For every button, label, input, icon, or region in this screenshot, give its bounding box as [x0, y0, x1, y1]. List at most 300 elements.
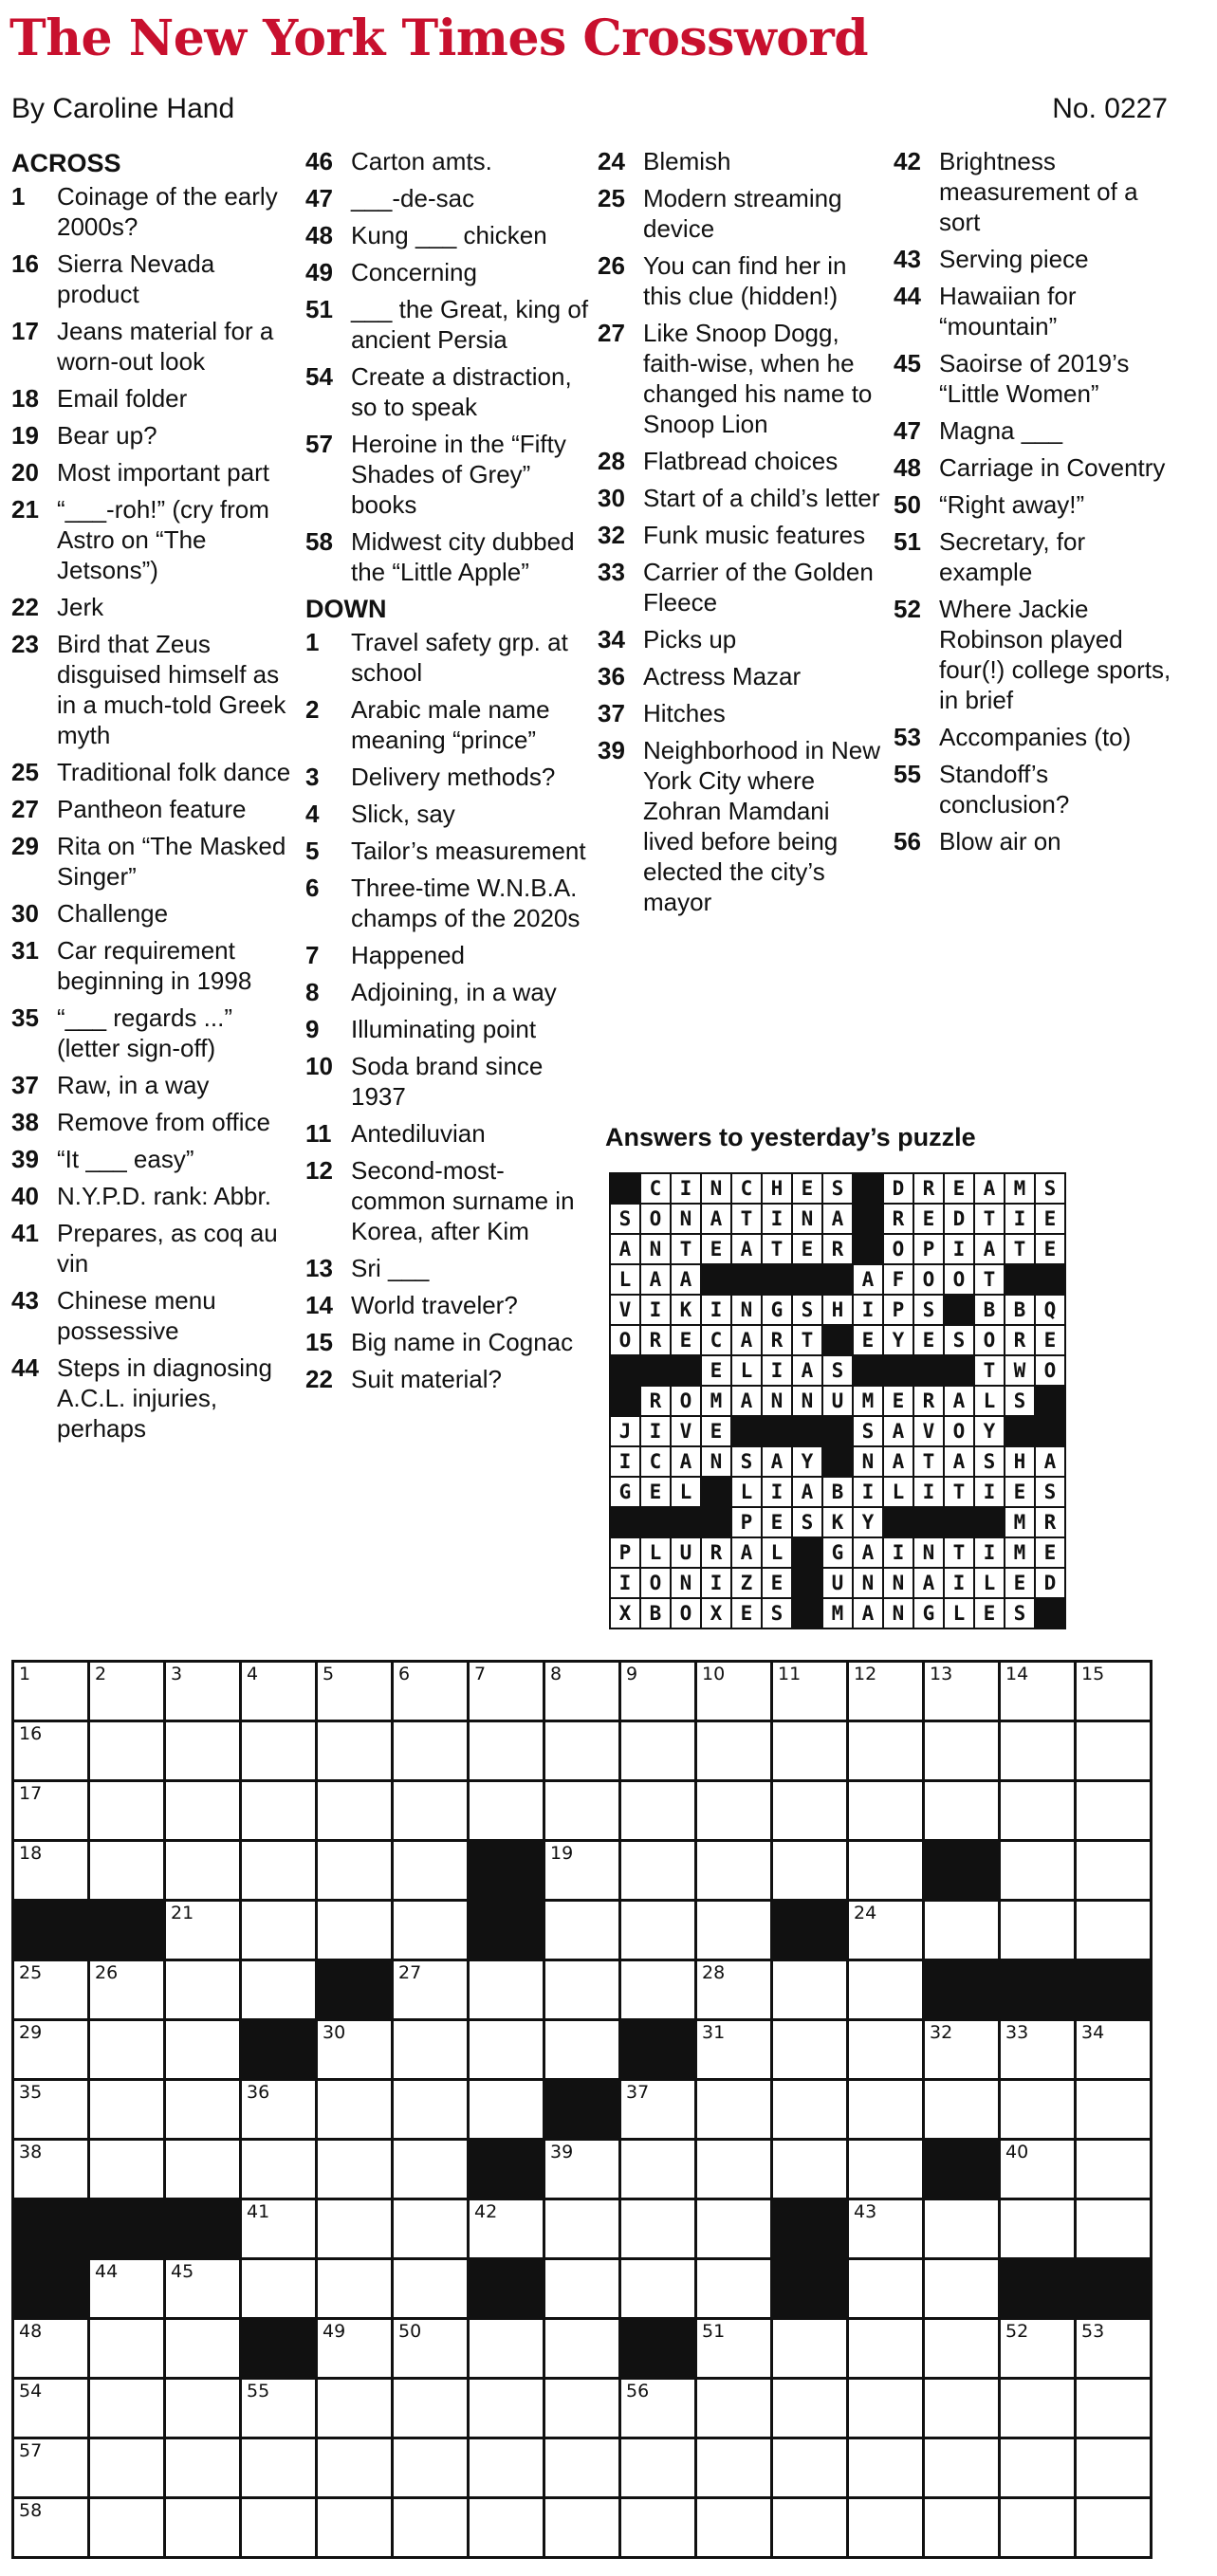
grid-cell[interactable]	[773, 1722, 849, 1782]
grid-cell[interactable]	[166, 2499, 242, 2559]
grid-cell[interactable]	[90, 2081, 166, 2141]
clue-text: Midwest city dubbed the “Little Apple”	[351, 527, 575, 586]
grid-cell[interactable]	[90, 1842, 166, 1902]
answer-letter: E	[793, 1174, 823, 1205]
answer-letter: E	[914, 1205, 945, 1235]
grid-cell[interactable]	[545, 2439, 621, 2499]
clue-number: 4	[305, 800, 320, 828]
grid-cell[interactable]	[318, 2380, 394, 2439]
cell-number: 19	[550, 1843, 574, 1864]
grid-cell[interactable]	[166, 2260, 242, 2320]
grid-cell[interactable]	[925, 2200, 1001, 2260]
answer-black-square	[641, 1356, 672, 1387]
grid-cell[interactable]	[697, 1722, 773, 1782]
grid-cell[interactable]	[621, 2380, 697, 2439]
grid-cell[interactable]	[394, 2260, 470, 2320]
clue-number: 41	[11, 1219, 39, 1247]
grid-cell[interactable]	[849, 2200, 925, 2260]
grid-cell[interactable]	[470, 1961, 545, 2021]
grid-cell[interactable]	[14, 1842, 90, 1902]
grid-cell[interactable]	[1001, 1842, 1077, 1902]
grid-cell[interactable]	[925, 1663, 1001, 1722]
grid-cell[interactable]	[14, 1722, 90, 1782]
grid-cell[interactable]	[697, 1782, 773, 1842]
grid-cell[interactable]	[242, 1663, 318, 1722]
grid-cell[interactable]	[166, 1842, 242, 1902]
answer-letter: C	[702, 1326, 732, 1356]
grid-cell[interactable]	[773, 2320, 849, 2380]
grid-cell[interactable]	[242, 1722, 318, 1782]
grid-cell[interactable]	[1077, 1722, 1152, 1782]
grid-cell[interactable]	[14, 2380, 90, 2439]
grid-cell[interactable]	[1077, 1663, 1152, 1722]
clue-text: Carton amts.	[351, 147, 492, 175]
clue-number: 49	[305, 258, 333, 286]
grid-cell[interactable]	[242, 2200, 318, 2260]
grid-cell[interactable]	[1001, 2499, 1077, 2559]
answer-letter: K	[823, 1508, 854, 1538]
grid-cell[interactable]	[773, 2499, 849, 2559]
grid-cell[interactable]	[394, 1961, 470, 2021]
answer-letter: Q	[1036, 1296, 1066, 1326]
grid-cell[interactable]	[1001, 2380, 1077, 2439]
grid-cell[interactable]	[925, 1722, 1001, 1782]
grid-cell[interactable]	[849, 2320, 925, 2380]
clue-number: 38	[11, 1108, 39, 1136]
grid-cell[interactable]	[925, 2439, 1001, 2499]
grid-cell[interactable]	[621, 1722, 697, 1782]
grid-cell[interactable]	[925, 2260, 1001, 2320]
grid-cell[interactable]	[1077, 2499, 1152, 2559]
cell-number: 55	[247, 2381, 270, 2401]
grid-cell[interactable]	[470, 2200, 545, 2260]
grid-cell[interactable]	[1001, 2320, 1077, 2380]
grid-cell[interactable]	[242, 1842, 318, 1902]
grid-cell[interactable]	[14, 2439, 90, 2499]
answer-letter: T	[945, 1478, 975, 1508]
grid-cell[interactable]	[925, 2499, 1001, 2559]
grid-cell[interactable]	[470, 2439, 545, 2499]
answer-black-square	[1036, 1417, 1066, 1447]
answer-letter: L	[672, 1478, 702, 1508]
grid-cell[interactable]	[545, 2499, 621, 2559]
answer-letter: A	[672, 1447, 702, 1478]
grid-cell[interactable]	[545, 2320, 621, 2380]
grid-cell[interactable]	[90, 2499, 166, 2559]
grid-cell[interactable]	[166, 2320, 242, 2380]
clue-item	[894, 826, 1183, 856]
clue-item	[305, 429, 595, 520]
grid-cell[interactable]	[773, 2141, 849, 2200]
grid-cell[interactable]	[1077, 2200, 1152, 2260]
grid-cell[interactable]	[849, 1722, 925, 1782]
grid-cell[interactable]	[697, 1842, 773, 1902]
cell-number: 17	[19, 1783, 43, 1804]
answer-letter: P	[611, 1538, 641, 1569]
answer-black-square	[732, 1265, 763, 1296]
clue-text: Saoirse of 2019’s “Little Women”	[939, 349, 1130, 408]
grid-cell[interactable]	[925, 2380, 1001, 2439]
clue-text: Coinage of the early 2000s?	[57, 182, 278, 241]
grid-cell[interactable]	[697, 2021, 773, 2081]
grid-cell[interactable]	[1077, 1782, 1152, 1842]
grid-cell[interactable]	[849, 1961, 925, 2021]
grid-cell[interactable]	[1077, 2021, 1152, 2081]
grid-cell[interactable]	[697, 2320, 773, 2380]
grid-cell[interactable]	[925, 2320, 1001, 2380]
grid-cell[interactable]	[90, 1663, 166, 1722]
grid-cell[interactable]	[621, 2200, 697, 2260]
answer-black-square	[1005, 1265, 1036, 1296]
grid-cell[interactable]	[470, 2499, 545, 2559]
answer-black-square	[641, 1508, 672, 1538]
answer-letter: A	[732, 1538, 763, 1569]
grid-cell[interactable]	[14, 2141, 90, 2200]
black-square	[1077, 1961, 1152, 2021]
answer-letter: I	[641, 1296, 672, 1326]
clue-item	[894, 415, 1183, 446]
grid-cell[interactable]	[318, 2260, 394, 2320]
grid-cell[interactable]	[318, 1722, 394, 1782]
grid-cell[interactable]	[90, 2439, 166, 2499]
cell-number: 26	[95, 1962, 119, 1983]
grid-cell[interactable]	[697, 2499, 773, 2559]
grid-cell[interactable]	[773, 2081, 849, 2141]
grid-cell[interactable]	[1077, 1902, 1152, 1961]
grid-cell[interactable]	[242, 2439, 318, 2499]
grid-cell[interactable]	[242, 1961, 318, 2021]
cell-number: 13	[930, 1664, 953, 1684]
page-title: The New York Times Crossword	[9, 9, 869, 67]
grid-cell[interactable]	[697, 1961, 773, 2021]
grid-cell[interactable]	[470, 1722, 545, 1782]
grid-cell[interactable]	[394, 1842, 470, 1902]
clue-text: Actress Mazar	[643, 662, 802, 690]
answer-letter: P	[732, 1508, 763, 1538]
grid-cell[interactable]	[90, 2021, 166, 2081]
grid-cell[interactable]	[90, 2260, 166, 2320]
grid-cell[interactable]	[621, 1663, 697, 1722]
grid-cell[interactable]	[621, 2141, 697, 2200]
grid-cell[interactable]	[849, 2081, 925, 2141]
grid-cell[interactable]	[849, 2021, 925, 2081]
clue-text: Concerning	[351, 258, 477, 286]
clue-item	[598, 483, 887, 513]
clue-number: 22	[305, 1365, 333, 1393]
answer-letter: S	[732, 1447, 763, 1478]
grid-cell[interactable]	[166, 2439, 242, 2499]
byline: By Caroline Hand	[11, 93, 235, 124]
grid-cell[interactable]	[394, 1902, 470, 1961]
answer-letter: L	[975, 1387, 1005, 1417]
grid-cell[interactable]	[545, 2141, 621, 2200]
answer-letter: I	[854, 1296, 884, 1326]
grid-cell[interactable]	[1077, 2380, 1152, 2439]
clue-number: 12	[305, 1156, 333, 1185]
answer-letter: M	[1005, 1174, 1036, 1205]
crossword-grid	[11, 1660, 1152, 2559]
grid-cell[interactable]	[849, 1663, 925, 1722]
grid-cell[interactable]	[849, 2380, 925, 2439]
clue-text: Second-most-common surname in Korea, after Kim	[351, 1156, 575, 1245]
grid-cell[interactable]	[1001, 1663, 1077, 1722]
grid-cell[interactable]	[242, 2141, 318, 2200]
clue-number: 43	[11, 1286, 39, 1315]
grid-cell[interactable]	[90, 2141, 166, 2200]
grid-cell[interactable]	[470, 2081, 545, 2141]
clue-item	[305, 977, 595, 1007]
grid-cell[interactable]	[849, 1902, 925, 1961]
grid-cell[interactable]	[90, 2380, 166, 2439]
grid-cell[interactable]	[849, 2439, 925, 2499]
grid-cell[interactable]	[621, 1902, 697, 1961]
grid-cell[interactable]	[166, 1663, 242, 1722]
grid-cell[interactable]	[697, 2141, 773, 2200]
grid-cell[interactable]	[621, 2081, 697, 2141]
answer-letter: L	[611, 1265, 641, 1296]
grid-cell[interactable]	[621, 2499, 697, 2559]
grid-cell[interactable]	[318, 2320, 394, 2380]
grid-cell[interactable]	[470, 1782, 545, 1842]
grid-cell[interactable]	[1077, 1842, 1152, 1902]
clue-number: 37	[598, 699, 625, 727]
answer-letter: P	[914, 1235, 945, 1265]
grid-cell[interactable]	[697, 2260, 773, 2320]
grid-cell[interactable]	[14, 1782, 90, 1842]
grid-cell[interactable]	[1001, 1902, 1077, 1961]
cell-number: 54	[19, 2381, 43, 2401]
grid-cell[interactable]	[14, 1663, 90, 1722]
grid-cell[interactable]	[14, 1961, 90, 2021]
grid-cell[interactable]	[166, 1782, 242, 1842]
grid-cell[interactable]	[697, 2200, 773, 2260]
grid-cell[interactable]	[849, 2260, 925, 2320]
clue-text: Kung ___ chicken	[351, 221, 547, 249]
grid-cell[interactable]	[318, 2200, 394, 2260]
grid-cell[interactable]	[90, 2320, 166, 2380]
clue-item	[305, 627, 595, 688]
grid-cell[interactable]	[1077, 2320, 1152, 2380]
grid-cell[interactable]	[242, 2260, 318, 2320]
grid-cell[interactable]	[773, 1663, 849, 1722]
black-square	[773, 2260, 849, 2320]
grid-cell[interactable]	[773, 1782, 849, 1842]
cell-number: 57	[19, 2440, 43, 2461]
grid-cell[interactable]	[545, 1961, 621, 2021]
grid-cell[interactable]	[318, 2081, 394, 2141]
grid-cell[interactable]	[849, 2141, 925, 2200]
grid-cell[interactable]	[925, 2081, 1001, 2141]
grid-cell[interactable]	[242, 2081, 318, 2141]
grid-cell[interactable]	[621, 1782, 697, 1842]
grid-cell[interactable]	[394, 2021, 470, 2081]
grid-cell[interactable]	[318, 1902, 394, 1961]
grid-cell[interactable]	[925, 2021, 1001, 2081]
grid-cell[interactable]	[318, 2141, 394, 2200]
grid-cell[interactable]	[545, 2021, 621, 2081]
grid-cell[interactable]	[14, 2320, 90, 2380]
grid-cell[interactable]	[621, 1842, 697, 1902]
cell-number: 15	[1081, 1664, 1105, 1684]
grid-cell[interactable]	[242, 2499, 318, 2559]
clue-text: Jerk	[57, 593, 104, 621]
grid-cell[interactable]	[394, 2320, 470, 2380]
grid-cell[interactable]	[394, 2141, 470, 2200]
grid-cell[interactable]	[14, 2021, 90, 2081]
grid-cell[interactable]	[318, 1782, 394, 1842]
grid-cell[interactable]	[545, 2380, 621, 2439]
grid-cell[interactable]	[621, 1961, 697, 2021]
clue-text: “___ regards ...” (letter sign-off)	[57, 1003, 232, 1062]
grid-cell[interactable]	[242, 1902, 318, 1961]
grid-cell[interactable]	[166, 2380, 242, 2439]
answer-black-square	[914, 1356, 945, 1387]
answer-letter: L	[763, 1538, 793, 1569]
grid-cell[interactable]	[1001, 2081, 1077, 2141]
grid-cell[interactable]	[773, 1842, 849, 1902]
answer-black-square	[732, 1417, 763, 1447]
black-square	[1001, 2260, 1077, 2320]
answer-letter: T	[945, 1538, 975, 1569]
grid-cell[interactable]	[14, 2081, 90, 2141]
grid-cell[interactable]	[545, 1842, 621, 1902]
grid-cell[interactable]	[166, 1961, 242, 2021]
grid-cell[interactable]	[242, 2380, 318, 2439]
clue-item	[894, 722, 1183, 752]
grid-cell[interactable]	[545, 2200, 621, 2260]
grid-cell[interactable]	[166, 2081, 242, 2141]
grid-cell[interactable]	[166, 1722, 242, 1782]
grid-cell[interactable]	[697, 2081, 773, 2141]
clue-text: Jeans material for a worn-out look	[57, 317, 274, 376]
grid-cell[interactable]	[1001, 2021, 1077, 2081]
clue-column-3	[598, 146, 887, 924]
grid-cell[interactable]	[394, 1663, 470, 1722]
grid-cell[interactable]	[90, 1722, 166, 1782]
answer-letter: N	[884, 1599, 914, 1629]
answer-letter: A	[732, 1326, 763, 1356]
black-square	[470, 1902, 545, 1961]
grid-cell[interactable]	[773, 2380, 849, 2439]
answer-letter: N	[763, 1387, 793, 1417]
grid-cell[interactable]	[1077, 2081, 1152, 2141]
answer-letter: A	[975, 1235, 1005, 1265]
grid-cell[interactable]	[773, 1961, 849, 2021]
grid-cell[interactable]	[1077, 2141, 1152, 2200]
grid-cell[interactable]	[545, 1902, 621, 1961]
clue-item	[11, 935, 301, 996]
answer-letter: T	[763, 1235, 793, 1265]
answer-letter: O	[945, 1417, 975, 1447]
grid-cell[interactable]	[318, 1842, 394, 1902]
grid-cell[interactable]	[1001, 2141, 1077, 2200]
answer-letter: A	[793, 1478, 823, 1508]
answer-letter: O	[641, 1205, 672, 1235]
grid-cell[interactable]	[697, 1663, 773, 1722]
grid-cell[interactable]	[1001, 2439, 1077, 2499]
grid-cell[interactable]	[166, 1902, 242, 1961]
grid-cell[interactable]	[318, 2439, 394, 2499]
answer-letter: B	[823, 1478, 854, 1508]
grid-cell[interactable]	[1077, 2439, 1152, 2499]
grid-cell[interactable]	[470, 2320, 545, 2380]
grid-cell[interactable]	[773, 2439, 849, 2499]
answer-letter: S	[975, 1447, 1005, 1478]
clue-number: 35	[11, 1003, 39, 1032]
grid-cell[interactable]	[621, 2260, 697, 2320]
grid-cell[interactable]	[545, 1663, 621, 1722]
clue-number: 26	[598, 251, 625, 280]
grid-cell[interactable]	[242, 1782, 318, 1842]
grid-cell[interactable]	[318, 2021, 394, 2081]
clue-text: Brightness measurement of a sort	[939, 147, 1138, 236]
answer-letter: S	[1036, 1174, 1066, 1205]
clue-item	[894, 526, 1183, 587]
answer-letter: K	[672, 1296, 702, 1326]
grid-cell[interactable]	[849, 1842, 925, 1902]
grid-cell[interactable]	[394, 2380, 470, 2439]
grid-cell[interactable]	[925, 1782, 1001, 1842]
grid-cell[interactable]	[849, 2499, 925, 2559]
grid-cell[interactable]	[697, 2380, 773, 2439]
grid-cell[interactable]	[394, 2439, 470, 2499]
grid-cell[interactable]	[90, 1782, 166, 1842]
grid-cell[interactable]	[470, 2021, 545, 2081]
answer-letter: E	[702, 1235, 732, 1265]
grid-cell[interactable]	[545, 1782, 621, 1842]
grid-cell[interactable]	[545, 2260, 621, 2320]
grid-cell[interactable]	[545, 1722, 621, 1782]
clue-number: 24	[598, 147, 625, 175]
black-square	[166, 2200, 242, 2260]
grid-cell[interactable]	[925, 1902, 1001, 1961]
grid-cell[interactable]	[470, 1663, 545, 1722]
grid-cell[interactable]	[394, 2081, 470, 2141]
grid-cell[interactable]	[697, 1902, 773, 1961]
puzzle-number: No. 0227	[1052, 93, 1168, 124]
cell-number: 51	[702, 2321, 726, 2342]
grid-cell[interactable]	[166, 2021, 242, 2081]
answer-letter: G	[823, 1538, 854, 1569]
answer-letter: N	[702, 1174, 732, 1205]
grid-cell[interactable]	[14, 2499, 90, 2559]
grid-cell[interactable]	[394, 1782, 470, 1842]
grid-cell[interactable]	[697, 2439, 773, 2499]
answer-letter: O	[945, 1265, 975, 1296]
cell-number: 7	[474, 1664, 487, 1684]
grid-cell[interactable]	[773, 2021, 849, 2081]
grid-cell[interactable]	[621, 2439, 697, 2499]
answer-black-square	[793, 1265, 823, 1296]
grid-cell[interactable]	[318, 1663, 394, 1722]
grid-cell[interactable]	[849, 1782, 925, 1842]
clue-item	[11, 831, 301, 892]
clue-text: Blow air on	[939, 827, 1061, 856]
grid-cell[interactable]	[90, 1961, 166, 2021]
grid-cell[interactable]	[1001, 1722, 1077, 1782]
grid-cell[interactable]	[394, 2200, 470, 2260]
grid-cell[interactable]	[470, 2380, 545, 2439]
grid-cell[interactable]	[318, 2499, 394, 2559]
grid-cell[interactable]	[394, 1722, 470, 1782]
clue-number: 48	[894, 453, 921, 482]
answer-letter: R	[914, 1387, 945, 1417]
grid-cell[interactable]	[166, 2141, 242, 2200]
grid-cell[interactable]	[1001, 1782, 1077, 1842]
grid-cell[interactable]	[394, 2499, 470, 2559]
grid-cell[interactable]	[1001, 2200, 1077, 2260]
clue-number: 39	[11, 1145, 39, 1173]
